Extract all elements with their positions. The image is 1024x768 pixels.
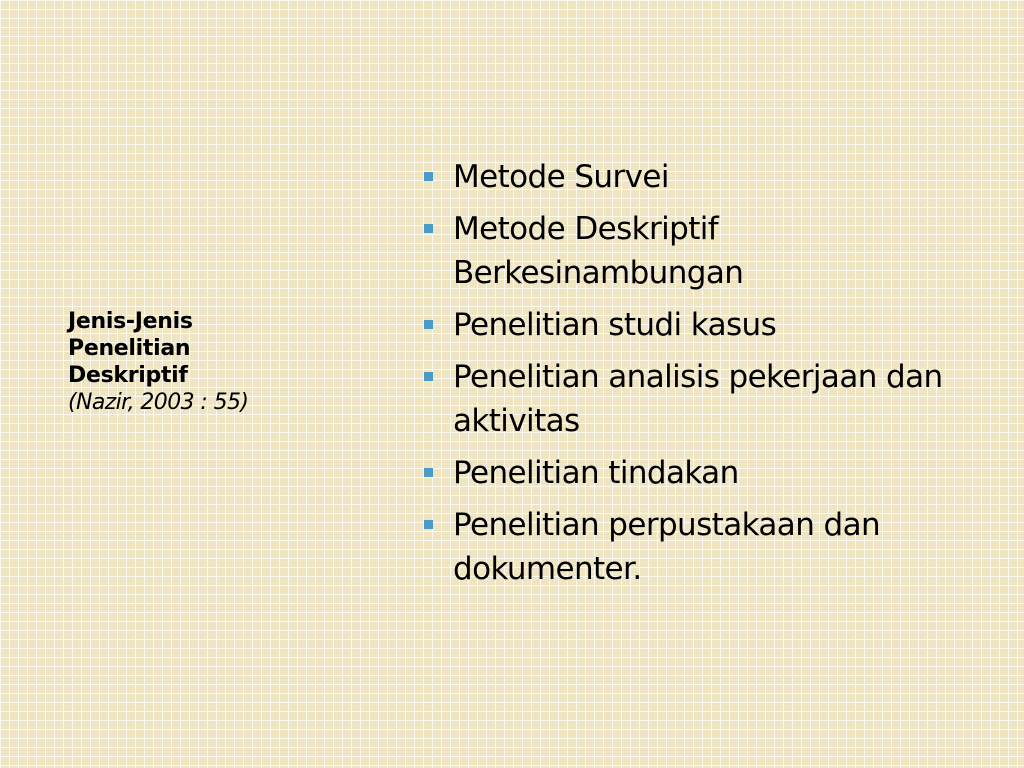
bullet-item [420, 303, 980, 347]
square-bullet-icon [424, 320, 433, 329]
bullet-text: Penelitian analisis pekerjaan dan aktivitas [453, 359, 943, 439]
slide-side-title [68, 308, 368, 416]
bullet-text: Penelitian perpustakaan dan dokumenter. [453, 507, 881, 587]
bullet-text: Penelitian studi kasus [453, 307, 777, 343]
square-bullet-icon [424, 224, 433, 233]
bullet-item [420, 451, 980, 495]
title-line-2: Penelitian [68, 336, 191, 361]
bullet-text: Metode Survei [453, 159, 669, 195]
square-bullet-icon [424, 372, 433, 381]
title-line-1: Jenis-Jenis [68, 309, 193, 334]
bullet-item [420, 503, 980, 591]
citation: (Nazir, 2003 : 55) [68, 390, 249, 415]
title-line-3: Deskriptif [68, 363, 188, 388]
bullet-list [420, 155, 980, 599]
bullet-item [420, 355, 980, 443]
square-bullet-icon [424, 172, 433, 181]
bullet-item [420, 155, 980, 199]
bullet-text: Metode Deskriptif Berkesinambungan [453, 211, 744, 291]
square-bullet-icon [424, 520, 433, 529]
square-bullet-icon [424, 468, 433, 477]
bullet-text: Penelitian tindakan [453, 455, 739, 491]
bullet-item [420, 207, 980, 295]
